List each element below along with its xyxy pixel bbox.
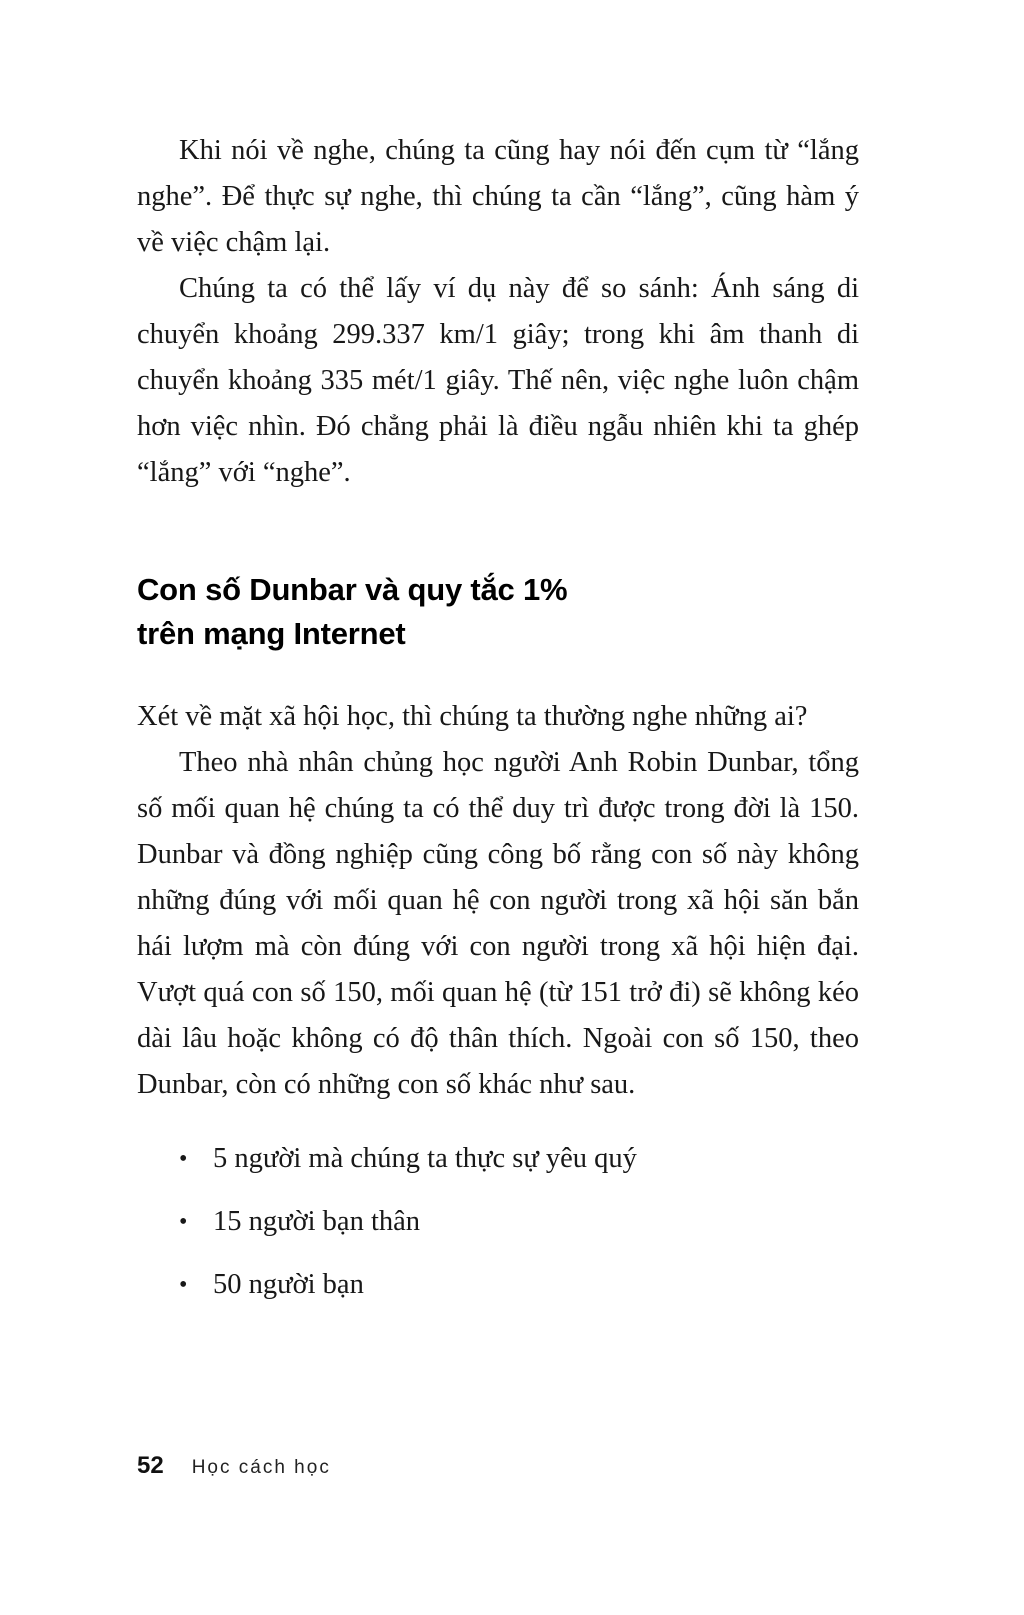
page-footer	[137, 1452, 331, 1480]
paragraph-dunbar: Theo nhà nhân chủng học người Anh Robin Dunbar, tổng số mối quan hệ chúng ta có thể duy trì được trong đời là 150. Dunbar và đồng nghiệp cũng công bố rằng con số này không những đúng với mối quan hệ con người trong xã hội săn bắn hái lượm mà còn đúng với con người trong xã hội hiện đại. Vượt quá con số 150, mối quan hệ (từ 151 trở đi) sẽ không kéo dài lâu hoặc không có độ thân thích. Ngoài con số 150, theo Dunbar, còn có những con số khác như sau.	[137, 747, 859, 1100]
list-item-text: 5 người mà chúng ta thực sự yêu quý	[213, 1143, 637, 1174]
list-item-text: 15 người bạn thân	[213, 1206, 421, 1237]
list-item-text: 50 người bạn	[213, 1269, 364, 1300]
section-heading	[137, 568, 859, 656]
section-heading-line1: Con số Dunbar và quy tắc 1%	[137, 572, 568, 607]
dunbar-numbers-list	[137, 1136, 859, 1308]
list-item	[137, 1199, 859, 1245]
page-content	[137, 128, 859, 1325]
list-item	[137, 1136, 859, 1182]
running-title: Học cách học	[191, 1457, 331, 1478]
section-heading-line2: trên mạng Internet	[137, 616, 406, 651]
paragraph-question: Xét về mặt xã hội học, thì chúng ta thường nghe những ai?	[137, 701, 808, 732]
paragraph-light-sound-comparison: Chúng ta có thể lấy ví dụ này để so sánh: Ánh sáng di chuyển khoảng 299.337 km/1 giây; trong khi âm thanh di chuyển khoảng 335 mét/1 giây. Thế nên, việc nghe luôn chậm hơn việc nhìn. Đó chẳng phải là điều ngẫu nhiên khi ta ghép “lắng” với “nghe”.	[137, 273, 859, 488]
bullet-icon: •	[179, 1146, 188, 1172]
page-number: 52	[137, 1452, 164, 1479]
bullet-icon: •	[179, 1272, 188, 1298]
list-item	[137, 1262, 859, 1308]
bullet-icon: •	[179, 1209, 188, 1235]
paragraph-listening: Khi nói về nghe, chúng ta cũng hay nói đến cụm từ “lắng nghe”. Để thực sự nghe, thì chúng ta cần “lắng”, cũng hàm ý về việc chậm lại.	[137, 135, 859, 258]
